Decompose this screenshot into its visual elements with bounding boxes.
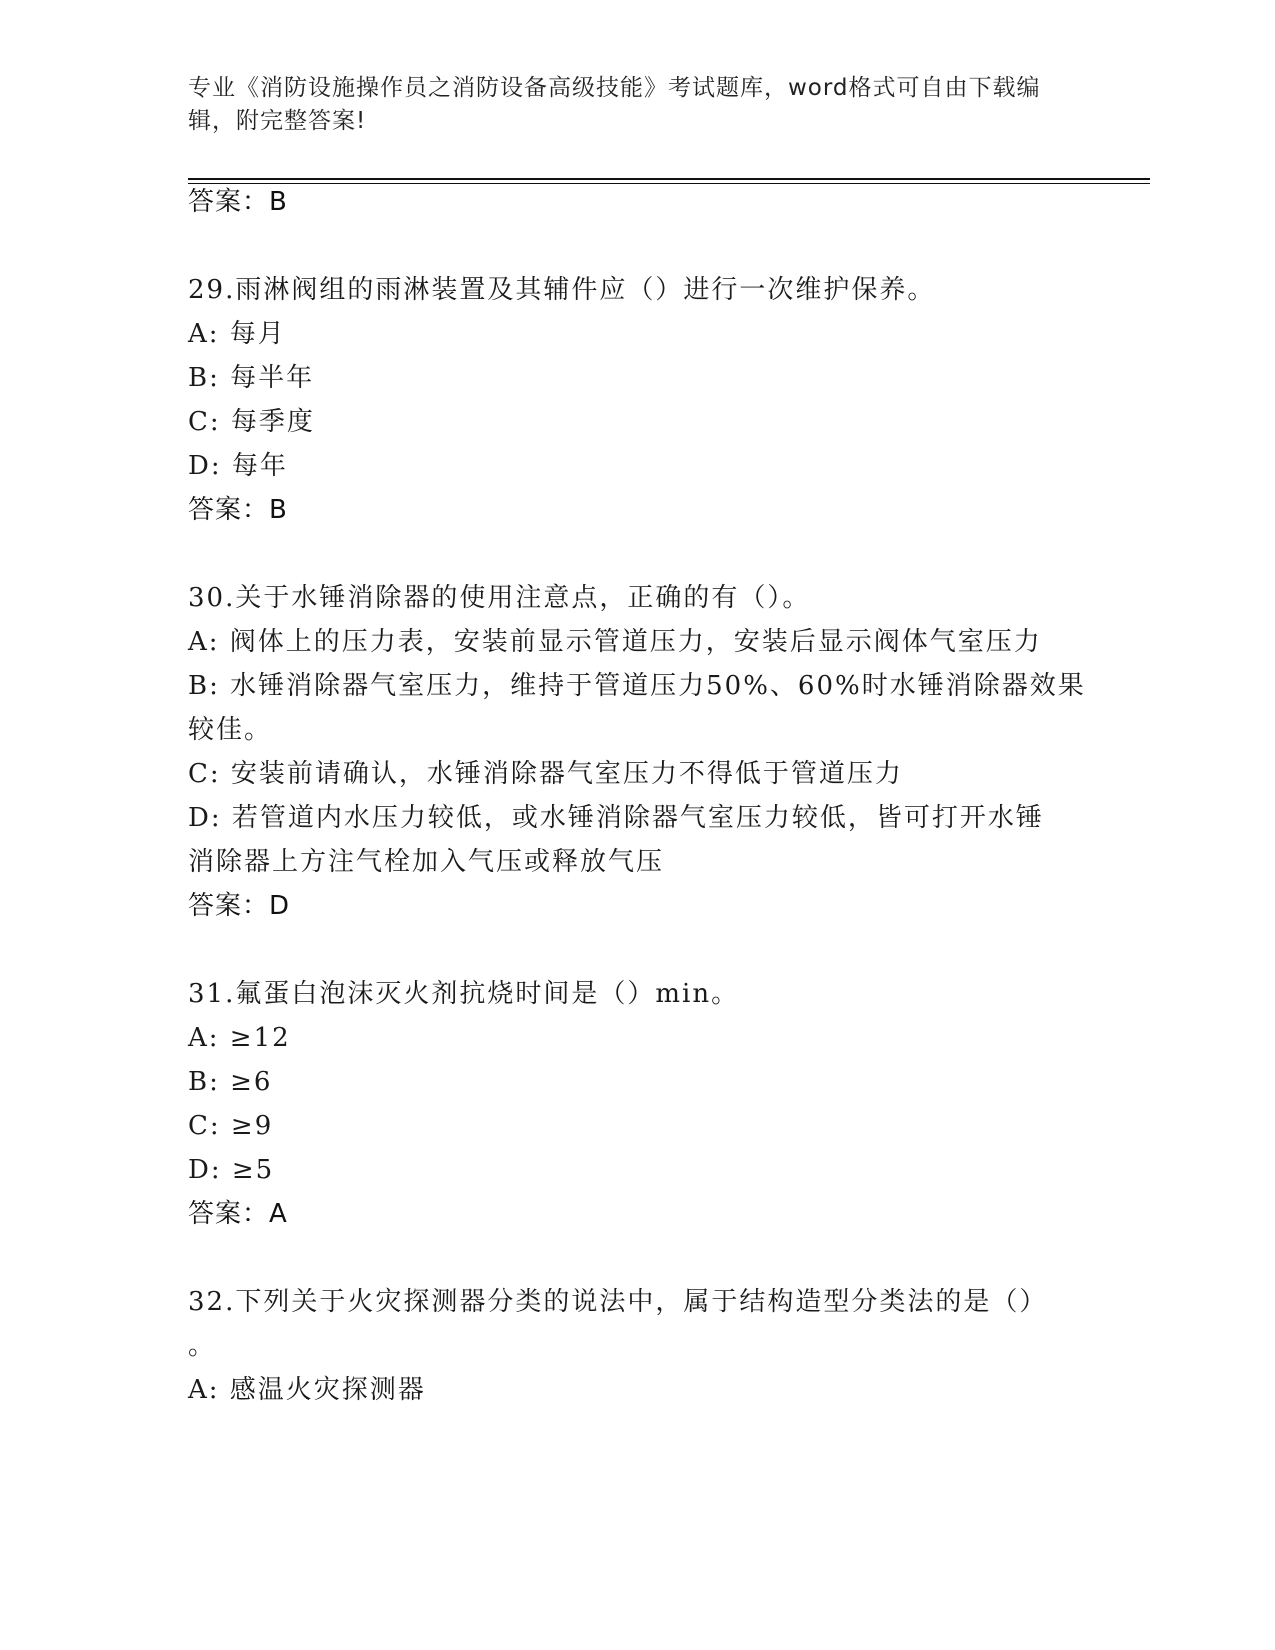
answer: 答案：D xyxy=(188,891,291,921)
previous-answer: 答案：B xyxy=(188,187,288,217)
header-divider-thick xyxy=(188,178,1150,180)
option: C: ≥9 xyxy=(188,1111,274,1141)
option: C: 安装前请确认，水锤消除器气室压力不得低于管道压力 xyxy=(188,759,903,789)
option-continuation: 较佳。 xyxy=(188,715,273,745)
header-line-2: 辑，附完整答案! xyxy=(188,108,367,134)
option: C: 每季度 xyxy=(188,407,315,437)
option: D: 若管道内水压力较低，或水锤消除器气室压力较低，皆可打开水锤 xyxy=(188,803,1044,833)
option: D: 每年 xyxy=(188,451,288,481)
header-divider-thin xyxy=(188,183,1150,184)
question-stem: 32.下列关于火灾探测器分类的说法中，属于结构造型分类法的是（） xyxy=(188,1287,1048,1317)
header-line-1: 专业《消防设施操作员之消防设备高级技能》考试题库，word格式可自由下载编 xyxy=(188,75,1041,101)
question-stem: 31.氟蛋白泡沫灭火剂抗烧时间是（）min。 xyxy=(188,979,740,1009)
option-continuation: 消除器上方注气栓加入气压或释放气压 xyxy=(188,847,665,877)
question-stem: 29.雨淋阀组的雨淋装置及其辅件应（）进行一次维护保养。 xyxy=(188,275,936,305)
option: D: ≥5 xyxy=(188,1155,275,1185)
option: A: 阀体上的压力表，安装前显示管道压力，安装后显示阀体气室压力 xyxy=(188,627,1042,657)
question-stem-continuation: 。 xyxy=(188,1331,217,1361)
question-stem: 30.关于水锤消除器的使用注意点，正确的有（）。 xyxy=(188,583,811,613)
option: B: ≥6 xyxy=(188,1067,273,1097)
option: A: 感温火灾探测器 xyxy=(188,1375,426,1405)
answer: 答案：A xyxy=(188,1199,288,1229)
answer: 答案：B xyxy=(188,495,288,525)
option: B: 每半年 xyxy=(188,363,315,393)
option: A: 每月 xyxy=(188,319,286,349)
option: B: 水锤消除器气室压力，维持于管道压力50%、60%时水锤消除器效果 xyxy=(188,671,1086,701)
option: A: ≥12 xyxy=(188,1023,291,1053)
document-header xyxy=(188,72,1088,138)
